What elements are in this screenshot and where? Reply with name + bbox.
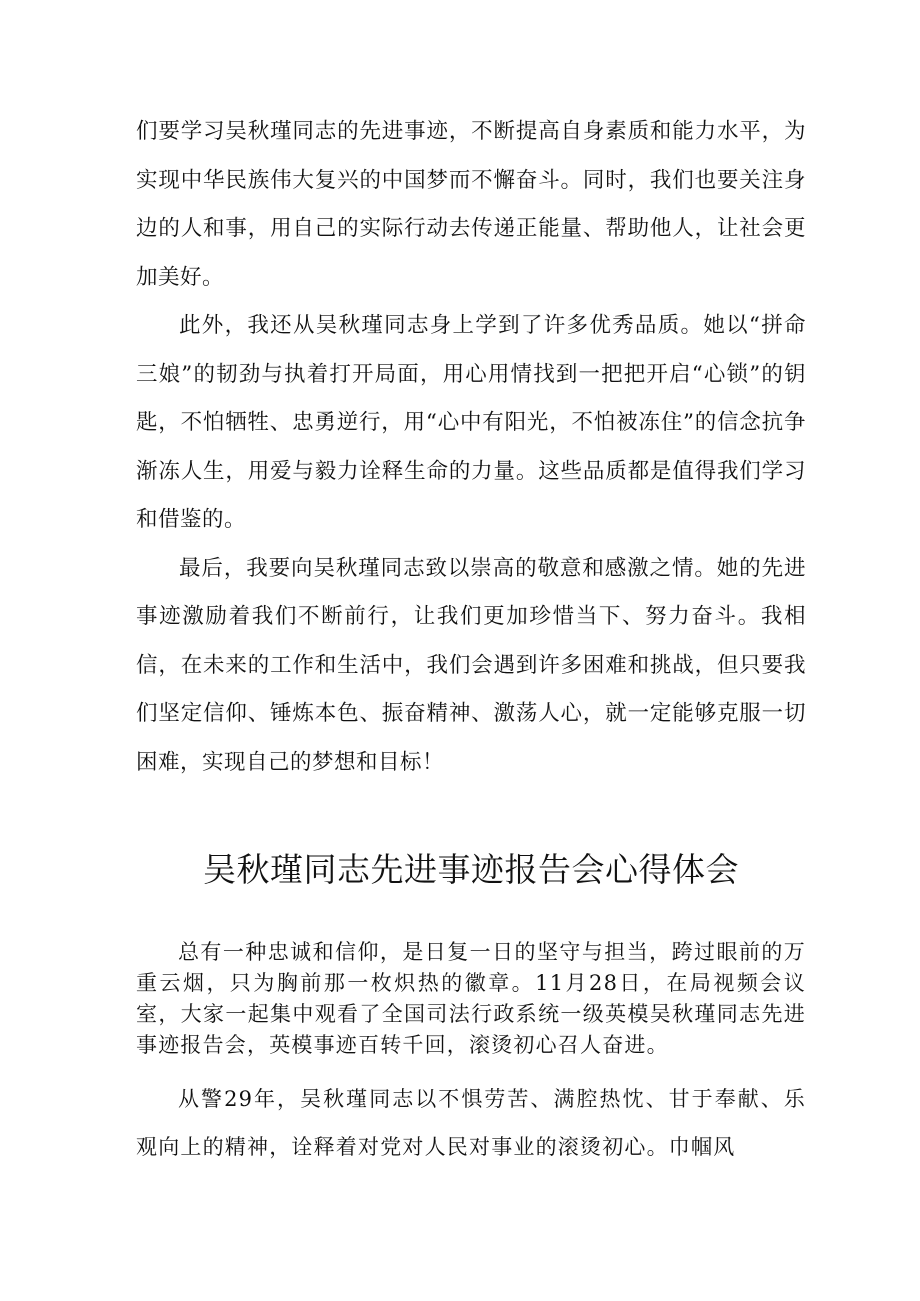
paragraph-conclusion: 最后，我要向吴秋瑾同志致以崇高的敬意和感激之情。她的先进事迹激励着我们不断前行，让我们更加珍惜当下、努力奋斗。我相信，在未来的工作和生活中，我们会遇到许多困难和挑战，但只要我们坚定信仰、锤炼本色、振奋精神、激荡人心，就一定能够克服一切困难，实现自己的梦想和目标！ [136, 555, 806, 775]
paragraph-qualities: 此外，我还从吴秋瑾同志身上学到了许多优秀品质。她以“拼命三娘”的韧劲与执着打开局面，用心用情找到一把把开启“心锁”的钥匙，不怕牺牲、忠勇逆行，用“心中有阳光，不怕被冻住”的信念抗争渐冻人生，用爱与毅力诠释生命的力量。这些品质都是值得我们学习和借鉴的。 [136, 313, 806, 532]
paragraph-intro: 总有一种忠诚和信仰，是日复一日的坚守与担当，跨过眼前的万重云烟，只为胸前那一枚炽热的徽章。11月28日，在局视频会议室，大家一起集中观看了全国司法行政系统一级英模吴秋瑾同志先进事迹报告会，英模事迹百转千回，滚烫初心召人奋进。 [136, 940, 806, 1057]
article-heading: 吴秋瑾同志先进事迹报告会心得体会 [203, 850, 739, 889]
paragraph-career: 从警29年，吴秋瑾同志以不惧劳苦、满腔热忱、甘于奉献、乐观向上的精神，诠释着对党对人民对事业的滚烫初心。巾帼风 [136, 1087, 806, 1159]
paragraph-continued: 们要学习吴秋瑾同志的先进事迹，不断提高自身素质和能力水平，为实现中华民族伟大复兴的中国梦而不懈奋斗。同时，我们也要关注身边的人和事，用自己的实际行动去传递正能量、帮助他人，让社会更加美好。 [136, 119, 806, 290]
document-section-continued [136, 108, 806, 787]
document-section-new-article [136, 937, 806, 1171]
